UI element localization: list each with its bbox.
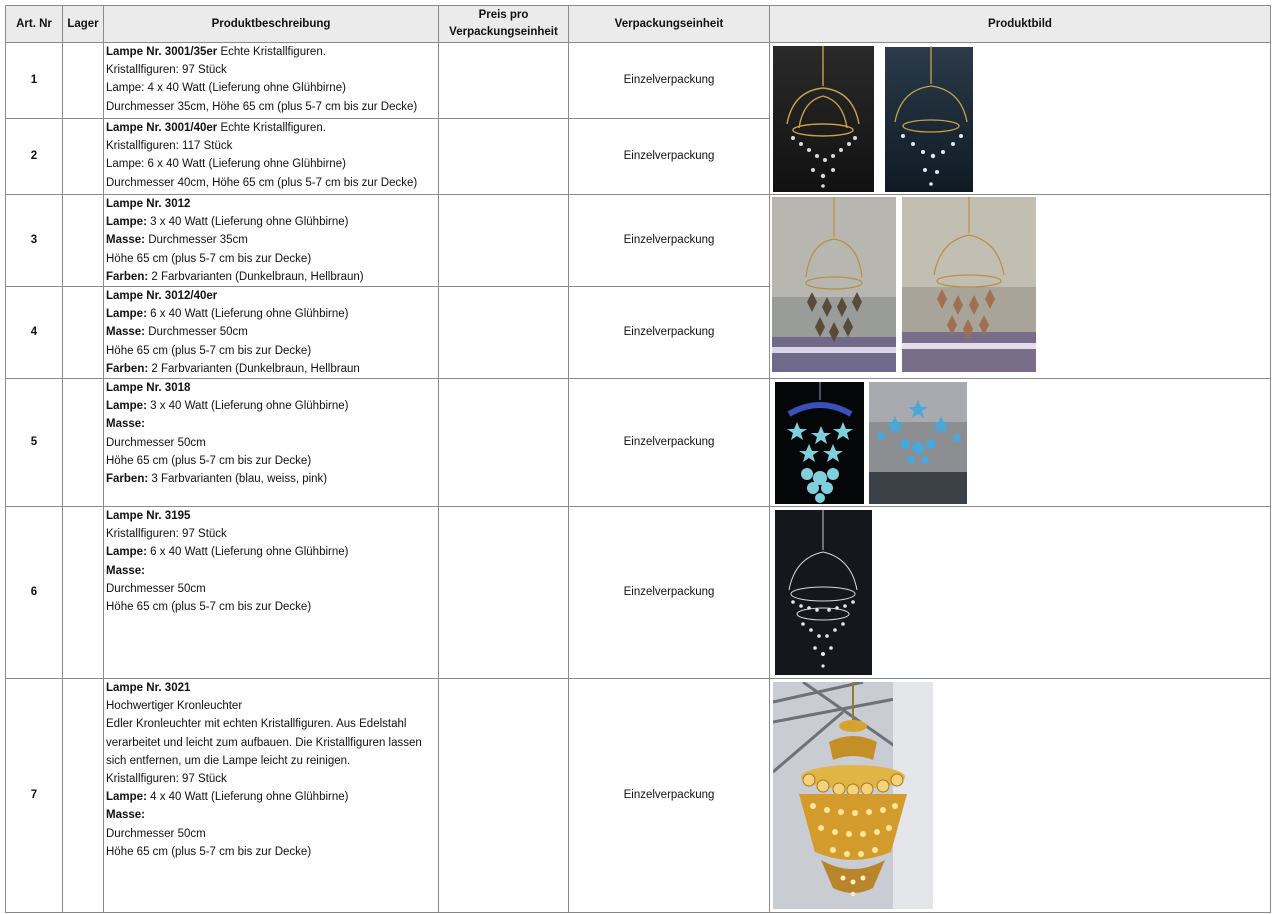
table-row bbox=[6, 679, 1271, 913]
description-line bbox=[106, 562, 436, 580]
description-cell bbox=[104, 507, 439, 679]
table-row bbox=[6, 43, 1271, 119]
art-nr-cell: 5 bbox=[6, 379, 63, 507]
description-line bbox=[106, 525, 436, 543]
description-text: 3 Farbvarianten (blau, weiss, pink) bbox=[148, 473, 328, 486]
table-row bbox=[6, 507, 1271, 679]
packaging-cell: Einzelverpackung bbox=[569, 679, 770, 913]
description-line bbox=[106, 434, 436, 452]
description-line bbox=[106, 250, 436, 268]
description-label: Lampe: bbox=[106, 791, 147, 804]
description-text: Echte Kristallfiguren. bbox=[217, 46, 326, 58]
description-text: Höhe 65 cm (plus 5-7 cm bis zur Decke) bbox=[106, 601, 312, 614]
description-line bbox=[106, 697, 436, 715]
description-line bbox=[106, 397, 436, 415]
description-label: Farben: bbox=[106, 473, 149, 486]
description-cell bbox=[104, 679, 439, 913]
description-label: Lampe: bbox=[106, 308, 147, 321]
description-text: 3 x 40 Watt (Lieferung ohne Glühbirne) bbox=[146, 400, 349, 413]
description-line bbox=[106, 679, 436, 697]
description-text: Durchmesser 50cm bbox=[106, 582, 206, 595]
description-label: Lampe: bbox=[106, 400, 147, 413]
art-nr-cell: 7 bbox=[6, 679, 63, 913]
price-cell bbox=[439, 43, 569, 119]
product-image-cell bbox=[770, 43, 1271, 195]
description-line bbox=[106, 770, 436, 788]
description-label: Farben: bbox=[106, 362, 149, 375]
brown-crystal-chandelier-photo bbox=[772, 197, 1038, 372]
header-art-nr: Art. Nr bbox=[6, 6, 63, 43]
description-text: Höhe 65 cm (plus 5-7 cm bis zur Decke) bbox=[106, 845, 312, 858]
description-line bbox=[106, 61, 436, 79]
header-produktbeschreibung: Produktbeschreibung bbox=[104, 6, 439, 43]
art-nr-cell: 1 bbox=[6, 43, 63, 119]
golden-crystal-chandelier-photo bbox=[773, 682, 933, 910]
description-line bbox=[106, 43, 436, 61]
description-line bbox=[106, 174, 436, 192]
header-produktbild: Produktbild bbox=[770, 6, 1271, 43]
product-image-cell bbox=[770, 679, 1271, 913]
description-line bbox=[106, 195, 436, 213]
description-cell bbox=[104, 43, 439, 119]
packaging-cell: Einzelverpackung bbox=[569, 43, 770, 119]
description-line bbox=[106, 305, 436, 323]
description-line bbox=[106, 470, 436, 488]
description-text: Hochwertiger Kronleuchter bbox=[106, 700, 243, 713]
description-line bbox=[106, 98, 436, 116]
price-cell bbox=[439, 379, 569, 507]
description-text: Durchmesser 50cm bbox=[106, 827, 206, 840]
description-paragraph bbox=[106, 715, 436, 770]
description-line bbox=[106, 342, 436, 360]
description-text: Höhe 65 cm (plus 5-7 cm bis zur Decke) bbox=[106, 252, 312, 265]
header-lager: Lager bbox=[63, 6, 104, 43]
packaging-cell: Einzelverpackung bbox=[569, 119, 770, 195]
price-cell bbox=[439, 119, 569, 195]
description-line bbox=[106, 379, 436, 397]
lager-cell bbox=[63, 507, 104, 679]
description-text: Durchmesser 50cm bbox=[145, 326, 248, 339]
product-image-cell bbox=[770, 379, 1271, 507]
table-row bbox=[6, 379, 1271, 507]
description-line bbox=[106, 137, 436, 155]
description-text: Durchmesser 35cm, Höhe 65 cm (plus 5-7 cm bis zur Decke) bbox=[106, 100, 418, 113]
description-cell bbox=[104, 287, 439, 379]
description-line bbox=[106, 806, 436, 824]
header-preis-line1: Preis pro bbox=[478, 9, 529, 21]
header-verpackungseinheit: Verpackungseinheit bbox=[569, 6, 770, 43]
description-text: 6 x 40 Watt (Lieferung ohne Glühbirne) bbox=[146, 308, 349, 321]
art-nr-cell: 4 bbox=[6, 287, 63, 379]
packaging-cell: Einzelverpackung bbox=[569, 379, 770, 507]
description-text: 2 Farbvarianten (Dunkelbraun, Hellbraun) bbox=[148, 270, 364, 283]
description-line bbox=[106, 598, 436, 616]
description-line bbox=[106, 788, 436, 806]
description-text: Höhe 65 cm (plus 5-7 cm bis zur Decke) bbox=[106, 454, 312, 467]
description-label: Masse: bbox=[106, 564, 145, 577]
description-text: Kristallfiguren: 97 Stück bbox=[106, 528, 227, 541]
description-label: Lampe Nr. 3001/40er bbox=[106, 122, 218, 134]
description-text: Edler Kronleuchter mit echten Kristallfiguren. Aus Edelstahl verarbeitet und leicht zum aufbauen. Die Kristallfiguren lassen sich entfernen, um die Lampe leicht zu reinigen. bbox=[106, 718, 422, 767]
description-line bbox=[106, 543, 436, 561]
product-image-group bbox=[775, 382, 970, 504]
silver-crystal-chandelier-photo bbox=[775, 510, 873, 676]
lager-cell bbox=[63, 195, 104, 287]
description-text: Höhe 65 cm (plus 5-7 cm bis zur Decke) bbox=[106, 344, 312, 357]
lager-cell bbox=[63, 287, 104, 379]
description-text: Durchmesser 50cm bbox=[106, 436, 206, 449]
description-text: Durchmesser 35cm bbox=[145, 234, 248, 247]
blue-star-chandelier-photo bbox=[775, 382, 970, 504]
packaging-cell: Einzelverpackung bbox=[569, 287, 770, 379]
description-line bbox=[106, 119, 436, 137]
header-row bbox=[6, 6, 1271, 43]
description-text: 2 Farbvarianten (Dunkelbraun, Hellbraun bbox=[148, 362, 360, 375]
description-label: Masse: bbox=[106, 326, 145, 339]
description-line bbox=[106, 843, 436, 861]
lager-cell bbox=[63, 679, 104, 913]
description-label: Lampe Nr. 3012/40er bbox=[106, 290, 218, 303]
description-line bbox=[106, 155, 436, 173]
art-nr-cell: 6 bbox=[6, 507, 63, 679]
lager-cell bbox=[63, 379, 104, 507]
description-text: 6 x 40 Watt (Lieferung ohne Glühbirne) bbox=[146, 546, 349, 559]
table-row bbox=[6, 195, 1271, 287]
description-label: Lampe: bbox=[106, 216, 147, 229]
product-table bbox=[5, 5, 1271, 913]
description-line bbox=[106, 452, 436, 470]
product-image-cell bbox=[770, 507, 1271, 679]
description-label: Lampe Nr. 3001/35er bbox=[106, 46, 218, 58]
description-line bbox=[106, 580, 436, 598]
description-line bbox=[106, 287, 436, 305]
description-text: Echte Kristallfiguren. bbox=[217, 122, 326, 134]
product-image-group bbox=[773, 682, 933, 910]
description-line bbox=[106, 213, 436, 231]
description-line bbox=[106, 507, 436, 525]
product-image-group bbox=[775, 510, 873, 676]
description-line bbox=[106, 79, 436, 97]
description-line bbox=[106, 268, 436, 286]
description-cell bbox=[104, 195, 439, 287]
description-text: Kristallfiguren: 117 Stück bbox=[106, 140, 233, 153]
description-label: Lampe Nr. 3018 bbox=[106, 382, 191, 395]
description-cell bbox=[104, 119, 439, 195]
description-label: Lampe Nr. 3195 bbox=[106, 510, 191, 523]
description-line bbox=[106, 825, 436, 843]
price-cell bbox=[439, 507, 569, 679]
description-text: Lampe: 4 x 40 Watt (Lieferung ohne Glühbirne) bbox=[106, 82, 346, 95]
packaging-cell: Einzelverpackung bbox=[569, 507, 770, 679]
description-text: Lampe: 6 x 40 Watt (Lieferung ohne Glühbirne) bbox=[106, 158, 346, 171]
description-label: Masse: bbox=[106, 418, 145, 431]
packaging-cell: Einzelverpackung bbox=[569, 195, 770, 287]
description-label: Masse: bbox=[106, 809, 145, 822]
art-nr-cell: 2 bbox=[6, 119, 63, 195]
product-image-group bbox=[772, 197, 1038, 372]
description-label: Masse: bbox=[106, 234, 145, 247]
product-image-group bbox=[773, 46, 973, 194]
header-preis-line2: Verpackungseinheit bbox=[449, 26, 558, 38]
description-label: Lampe Nr. 3012 bbox=[106, 198, 191, 210]
description-label: Lampe Nr. 3021 bbox=[106, 682, 191, 695]
description-line bbox=[106, 323, 436, 341]
lager-cell bbox=[63, 119, 104, 195]
description-text: Durchmesser 40cm, Höhe 65 cm (plus 5-7 cm bis zur Decke) bbox=[106, 176, 418, 189]
gold-chandelier-photo bbox=[773, 46, 973, 194]
description-text: 4 x 40 Watt (Lieferung ohne Glühbirne) bbox=[146, 791, 349, 804]
art-nr-cell: 3 bbox=[6, 195, 63, 287]
description-line bbox=[106, 415, 436, 433]
price-cell bbox=[439, 679, 569, 913]
description-label: Farben: bbox=[106, 270, 149, 283]
description-line bbox=[106, 231, 436, 249]
header-preis bbox=[439, 6, 569, 43]
description-label: Lampe: bbox=[106, 546, 147, 559]
description-text: Kristallfiguren: 97 Stück bbox=[106, 64, 227, 77]
product-image-cell bbox=[770, 195, 1271, 379]
description-cell bbox=[104, 379, 439, 507]
description-text: 3 x 40 Watt (Lieferung ohne Glühbirne) bbox=[146, 216, 349, 229]
description-text: Kristallfiguren: 97 Stück bbox=[106, 773, 227, 786]
price-cell bbox=[439, 287, 569, 379]
description-line bbox=[106, 360, 436, 378]
price-cell bbox=[439, 195, 569, 287]
lager-cell bbox=[63, 43, 104, 119]
